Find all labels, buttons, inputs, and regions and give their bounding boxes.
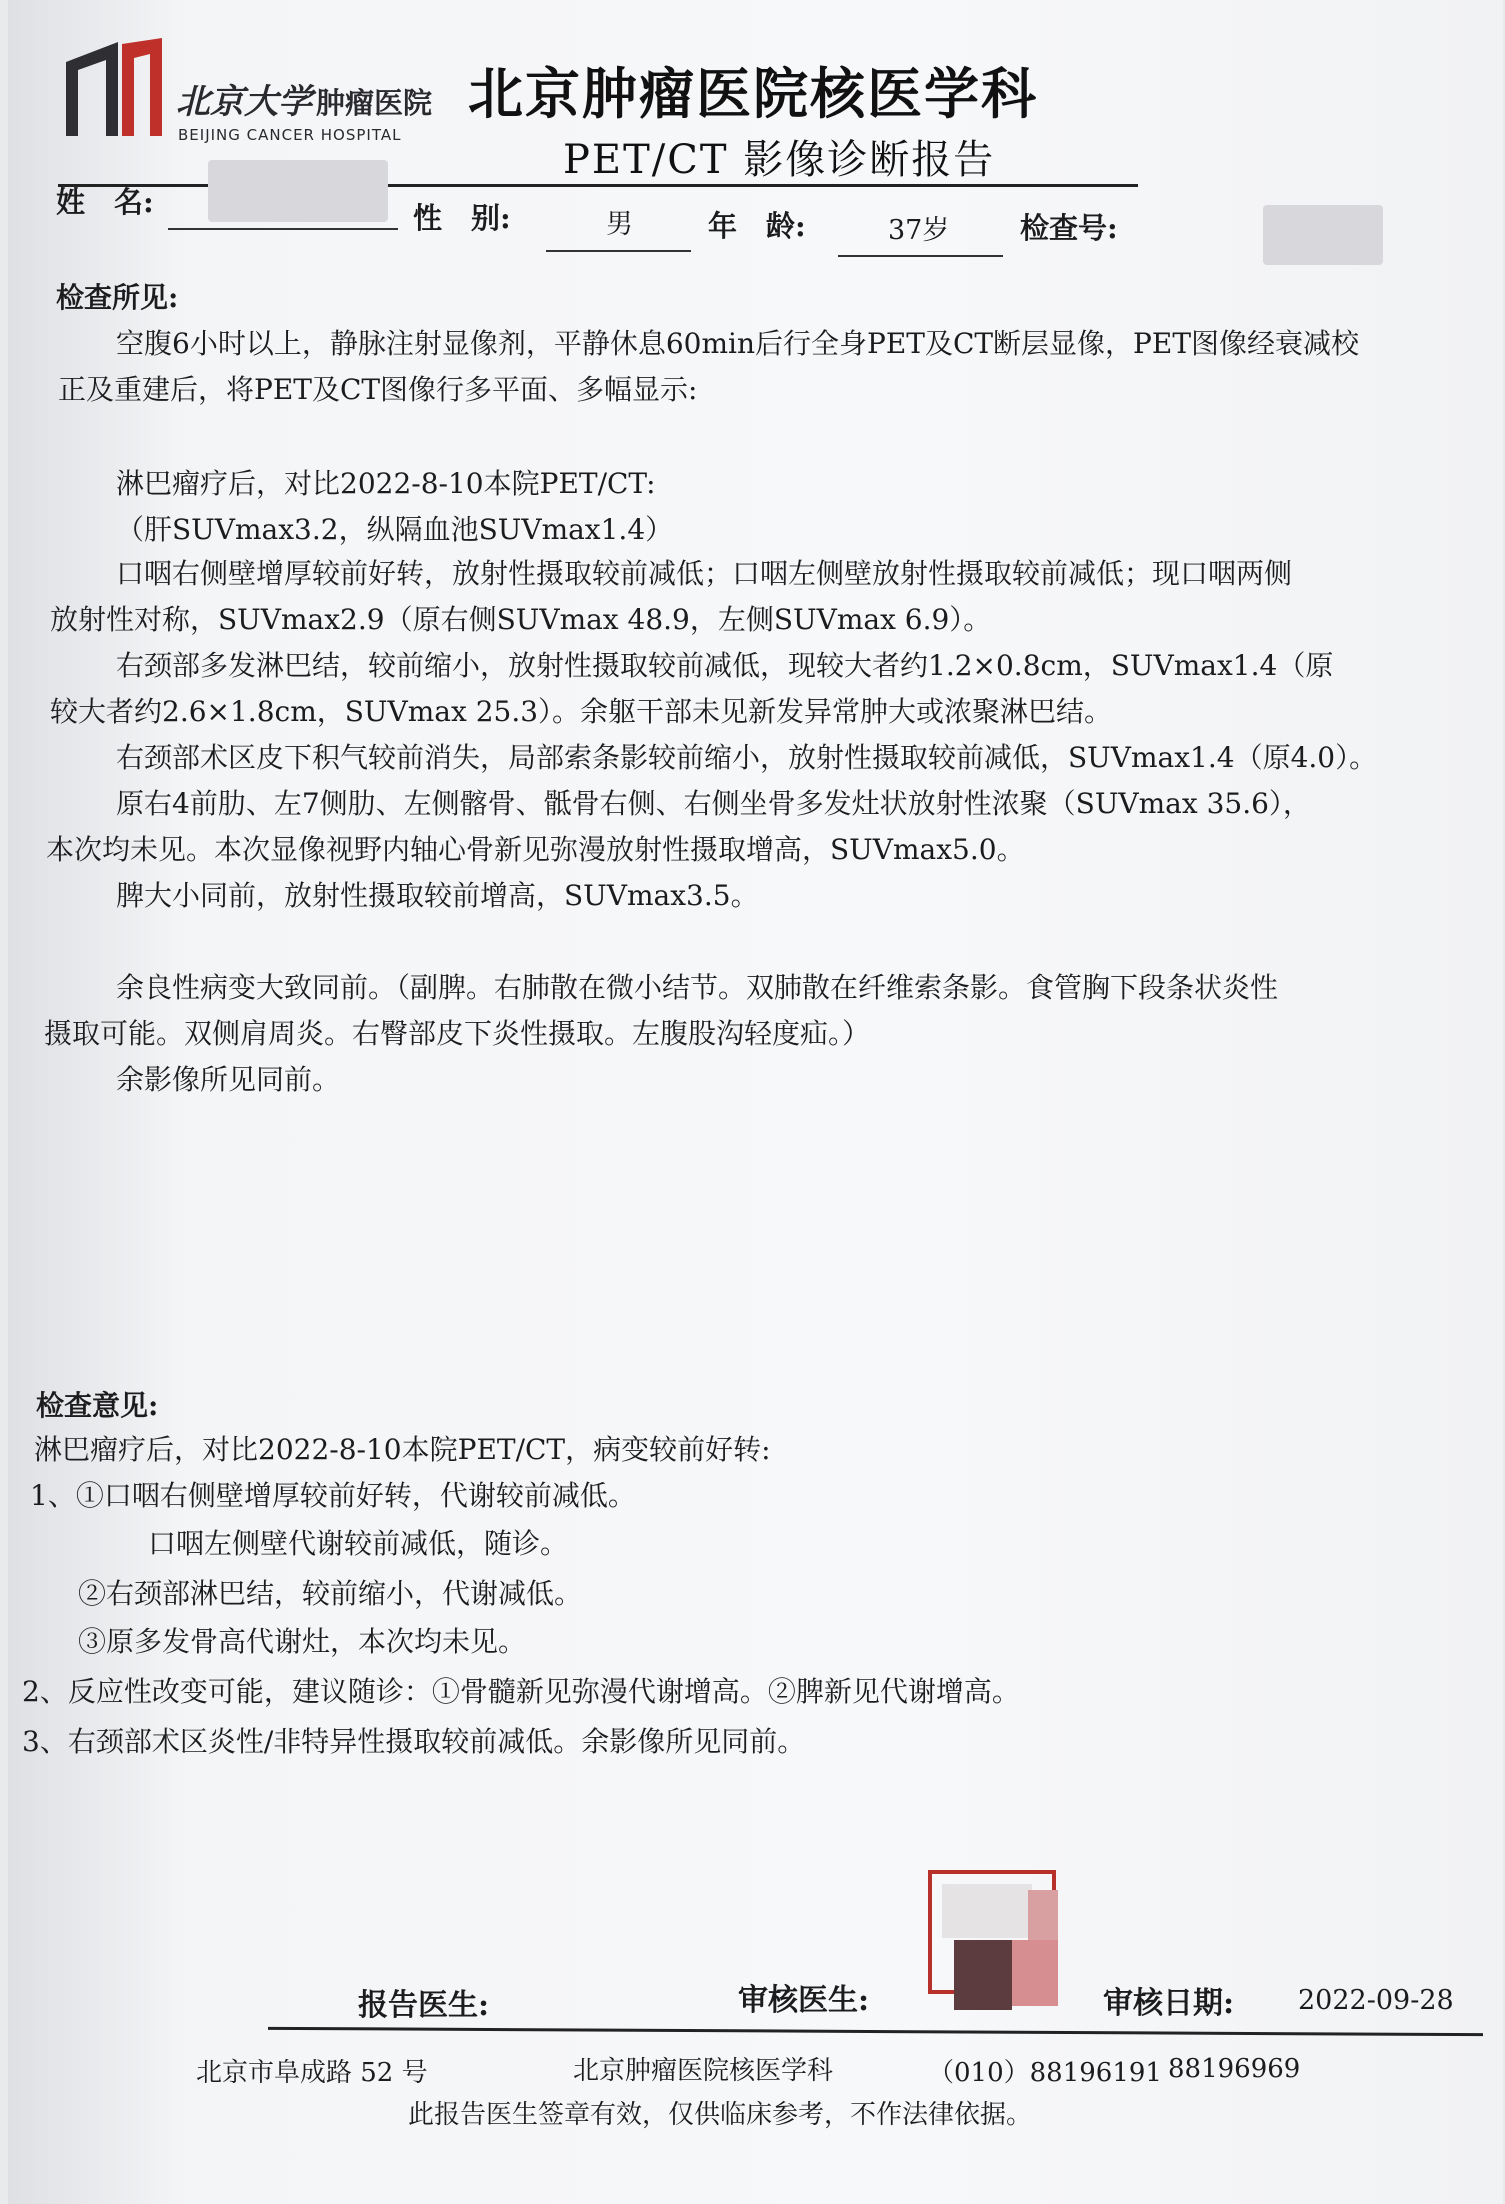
findings-line-3: 淋巴瘤疗后，对比2022-8-10本院PET/CT:: [116, 467, 656, 500]
footer-dept: 北京肿瘤医院核医学科: [573, 2056, 834, 2086]
opinion-line-7: 3、右颈部术区炎性/非特异性摄取较前减低。余影像所见同前。: [22, 1725, 806, 1758]
opinion-line-6: 2、反应性改变可能，建议随诊：①骨髓新见弥漫代谢增高。②脾新见代谢增高。: [22, 1675, 1020, 1708]
age-label: 年 龄:: [708, 209, 806, 243]
findings-line-4: （肝SUVmax3.2，纵隔血池SUVmax1.4）: [116, 513, 674, 546]
reporter-label: 报告医生:: [358, 1988, 490, 2023]
findings-line-2: 正及重建后，将PET及CT图像行多平面、多幅显示:: [58, 373, 698, 406]
sex-value: 男: [606, 209, 633, 240]
findings-line-10: 原右4前肋、左7侧肋、左侧髂骨、骶骨右侧、右侧坐骨多发灶状放射性浓聚（SUVmax 35.6），: [116, 787, 1311, 820]
footer-address: 北京市阜成路 52 号: [196, 2058, 428, 2088]
findings-line-11: 本次均未见。本次显像视野内轴心骨新见弥漫放射性摄取增高，SUVmax5.0。: [46, 833, 1025, 866]
findings-heading: 检查所见:: [56, 281, 179, 314]
findings-line-1: 空腹6小时以上，静脉注射显像剂，平静休息60min后行全身PET及CT断层显像，PET图像经衰减校: [116, 327, 1359, 360]
review-date-label: 审核日期:: [1103, 1986, 1235, 2021]
opinion-line-1: 淋巴瘤疗后，对比2022-8-10本院PET/CT，病变较前好转:: [34, 1433, 771, 1466]
logo-en-text: BEIJING CANCER HOSPITAL: [178, 126, 402, 144]
findings-line-6: 放射性对称，SUVmax2.9（原右侧SUVmax 48.9，左侧SUVmax 6.9）。: [50, 603, 992, 636]
sex-label: 性 别:: [413, 201, 511, 235]
review-date-value: 2022-09-28: [1298, 1985, 1454, 2016]
findings-line-12: 脾大小同前，放射性摄取较前增高，SUVmax3.5。: [116, 879, 759, 912]
findings-line-15: 余影像所见同前。: [116, 1063, 341, 1096]
hospital-logo-icon: [58, 38, 168, 142]
name-redacted: [208, 160, 388, 222]
findings-line-14: 摄取可能。双侧肩周炎。右臀部皮下炎性摄取。左腹股沟轻度疝。）: [44, 1017, 871, 1050]
report-page: [8, 0, 1503, 2204]
name-underline: [168, 228, 398, 230]
name-label: 姓 名:: [56, 185, 154, 219]
footer-note: 此报告医生签章有效，仅供临床参考，不作法律依据。: [408, 2100, 1033, 2130]
findings-line-13: 余良性病变大致同前。（副脾。右肺散在微小结节。双肺散在纤维索条影。食管胸下段条状炎性: [116, 971, 1279, 1004]
findings-line-7: 右颈部多发淋巴结，较前缩小，放射性摄取较前减低，现较大者约1.2×0.8cm，SUVmax1.4（原: [116, 649, 1334, 682]
exam-no-label: 检查号:: [1020, 211, 1118, 245]
report-title: 北京肿瘤医院核医学科: [468, 61, 1039, 126]
logo-cn-sub: 肿瘤医院: [316, 86, 433, 120]
opinion-line-3: 口咽左侧壁代谢较前减低，随诊。: [148, 1527, 569, 1560]
opinion-line-4: ②右颈部淋巴结，较前缩小，代谢减低。: [78, 1577, 583, 1610]
footer-divider: [268, 2027, 1483, 2036]
findings-line-9: 右颈部术区皮下积气较前消失，局部索条影较前缩小，放射性摄取较前减低，SUVmax1.4（原4.0）。: [116, 741, 1378, 774]
opinion-heading: 检查意见:: [36, 1389, 159, 1422]
exam-no-redacted: [1263, 205, 1383, 265]
opinion-line-5: ③原多发骨高代谢灶，本次均未见。: [78, 1625, 527, 1658]
reviewer-label: 审核医生:: [738, 1983, 870, 2018]
opinion-line-2: 1、①口咽右侧壁增厚较前好转，代谢较前减低。: [30, 1479, 636, 1512]
age-value: 37岁: [888, 215, 950, 246]
doctor-stamp-icon: [928, 1870, 1058, 2010]
sex-underline: [546, 250, 691, 252]
report-subtitle: PET/CT 影像诊断报告: [563, 137, 996, 183]
findings-line-5: 口咽右侧壁增厚较前好转，放射性摄取较前减低；口咽左侧壁放射性摄取较前减低；现口咽两侧: [116, 557, 1293, 590]
logo-cn-main: 北京大学: [176, 82, 312, 122]
age-underline: [838, 255, 1003, 257]
footer-phone-2: 88196969: [1168, 2054, 1301, 2084]
findings-line-8: 较大者约2.6×1.8cm，SUVmax 25.3）。余躯干部未见新发异常肿大或浓聚淋巴结。: [50, 695, 1113, 728]
footer-phone-1: （010）88196191: [928, 2058, 1162, 2088]
logo-cn-text: [176, 74, 432, 123]
